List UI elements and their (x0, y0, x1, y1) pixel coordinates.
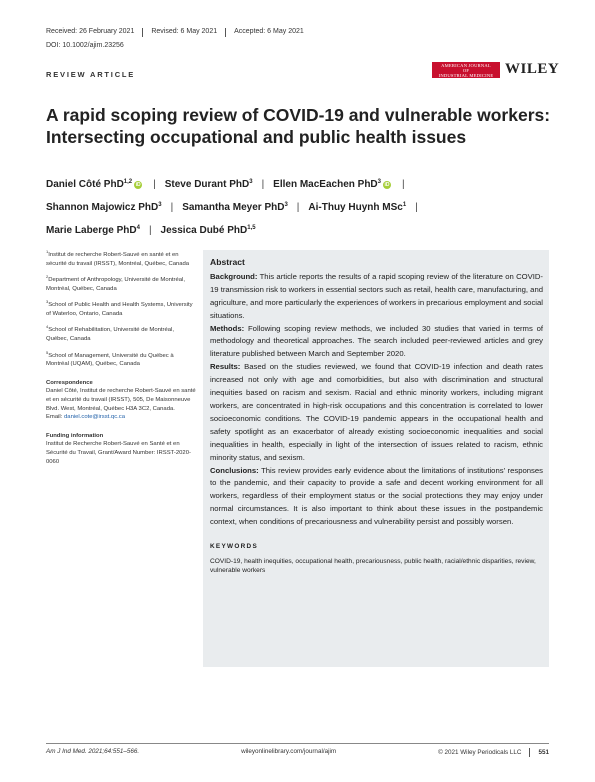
funding-heading: Funding information (46, 432, 104, 439)
email-link[interactable]: daniel.cote@irsst.qc.ca (64, 414, 126, 421)
footer-right (438, 748, 549, 757)
correspondence-heading: Correspondence (46, 379, 93, 386)
author-name[interactable]: Shannon Majowicz PhD$^3$ (46, 202, 162, 213)
funding-text: Institut de Recherche Robert-Sauvé en Santé et en Sécurité du Travail, Grant/Award Number: IRSST-2020-0060 (46, 441, 191, 465)
author-name[interactable]: Samantha Meyer PhD$^3$ (182, 202, 288, 213)
affiliation: $^5$School of Management, Université du Québec à Montréal (UQAM), Québec, Canada (46, 349, 174, 368)
affiliation: $^1$Institut de recherche Robert-Sauvé en santé et en sécurité du travail (IRSST), Montréal, Québec, Canada (46, 249, 190, 267)
journal-logo-line: OF (462, 67, 470, 73)
journal-logo (432, 62, 500, 78)
article-title: A rapid scoping review of COVID-19 and vulnerable workers: Intersecting occupational and public health issues (46, 105, 551, 147)
abstract-background: Background: This article reports the results of a rapid scoping review of the literature on COVID-19 transmission risk to workers in essential sectors such as retail, health care, manufacturing, and agriculture, and more particularly the experiences of workers in precarious employment and social situations. (210, 271, 543, 320)
affiliation: $^3$School of Public Health and Health Systems, University of Waterloo, Ontario, Canada (46, 299, 193, 317)
accepted-date: Accepted: 6 May 2021 (234, 28, 304, 35)
abstract-heading: Abstract (210, 257, 245, 267)
received-date: Received: 26 February 2021 (46, 28, 135, 35)
doi[interactable]: DOI: 10.1002/ajim.23256 (46, 42, 124, 49)
orcid-icon[interactable]: iD (384, 182, 390, 188)
author-name[interactable]: Jessica Dubé PhD$^{1,5}$ (160, 225, 256, 236)
article-type: REVIEW ARTICLE (46, 70, 136, 79)
keywords: COVID-19, health inequities, occupational health, precariousness, public health, racial/ethnic disparities, review, vulnerable workers (210, 557, 536, 574)
citation: Am J Ind Med. 2021;64:551–566. (46, 748, 140, 755)
correspondence-text: Daniel Côté, Institut de recherche Robert-Sauvé en santé et en sécurité du travail (IRSST), 505, De Maisonneuve Blvd. West, Montréal, Québec H3A 3C2, Canada. Email: daniel.cote@irsst.qc.ca (46, 388, 196, 421)
affiliation: $^4$School of Rehabilitation, Université de Montréal, Québec, Canada (46, 324, 174, 343)
publisher-logo: WILEY (505, 61, 560, 77)
journal-logo-line: AMERICAN JOURNAL (441, 62, 491, 68)
affiliation: $^2$Department of Anthropology, Université de Montréal, Montréal, Québec, Canada (46, 274, 185, 292)
revised-date: Revised: 6 May 2021 (151, 28, 218, 35)
article-dates (46, 28, 304, 37)
orcid-icon[interactable]: iD (135, 182, 141, 188)
author-list: Daniel Côté PhD$^{1,2}$ iD | Steve Durant PhD$^3$ | Ellen MacEachen PhD$^3$ iD | Shannon Majowicz PhD$^3$ | Samantha Meyer PhD$^3$ | Ai-Thuy Huynh MSc$^1$ | Marie Laberge PhD$^4$ | Jessica Dubé PhD$^{1,5}$ (46, 179, 418, 236)
abstract-box (203, 250, 549, 667)
author-name[interactable]: Ai-Thuy Huynh MSc$^1$ (308, 202, 407, 213)
journal-logo-line: INDUSTRIAL MEDICINE (438, 72, 494, 78)
author-name[interactable]: Ellen MacEachen PhD$^3$ (273, 179, 381, 190)
footer-rule (46, 743, 549, 744)
page-number: 551 (538, 749, 549, 756)
author-name[interactable]: Marie Laberge PhD$^4$ (46, 225, 140, 236)
divider (529, 748, 530, 757)
author-name[interactable]: Steve Durant PhD$^3$ (164, 179, 253, 190)
divider (142, 28, 143, 37)
keywords-heading: KEYWORDS (210, 543, 259, 551)
author-name[interactable]: Daniel Côté PhD$^{1,2}$ (46, 179, 133, 190)
copyright: © 2021 Wiley Periodicals LLC (438, 749, 522, 756)
abstract-results: Results: Based on the studies reviewed, we found that COVID-19 infection and death rates increased not only with age and comorbidities, but also with discrimination and structural inequities based on racism and sexism. Racial and ethnic minority workers, including migrant workers, are concentrated in high-risk occupations and this concentration is correlated to lower socioeconomic conditions. The COVID-19 pandemic appears in the occupational health and safety spotlight as an exacerbator of already existing socioeconomic inequalities and social inequalities in health, especially in light of the intersection of issues related to racism, ethnic minority status, and sexism. (210, 362, 543, 462)
abstract-conclusions: Conclusions: This review provides early evidence about the limitations of institutions' responses to the pandemic, and their capacity to provide a safe and decent working environment for all workers, regardless of their employment status or the social protections they may enjoy under normal circumstances. It is also important to think about these issues in the postpandemic context, when conditions of precariousness and vulnerability persist and possibly worsen. (210, 465, 543, 527)
page-footer (46, 748, 549, 757)
journal-url[interactable]: wileyonlinelibrary.com/journal/ajim (241, 748, 337, 755)
sidebar-metadata (46, 248, 196, 471)
divider (225, 28, 226, 37)
abstract-methods: Methods: Following scoping review methods, we included 30 studies that varied in terms of methodology and theoretical approaches. The search included peer-reviewed articles and grey literature published between March and September 2020. (210, 323, 543, 359)
